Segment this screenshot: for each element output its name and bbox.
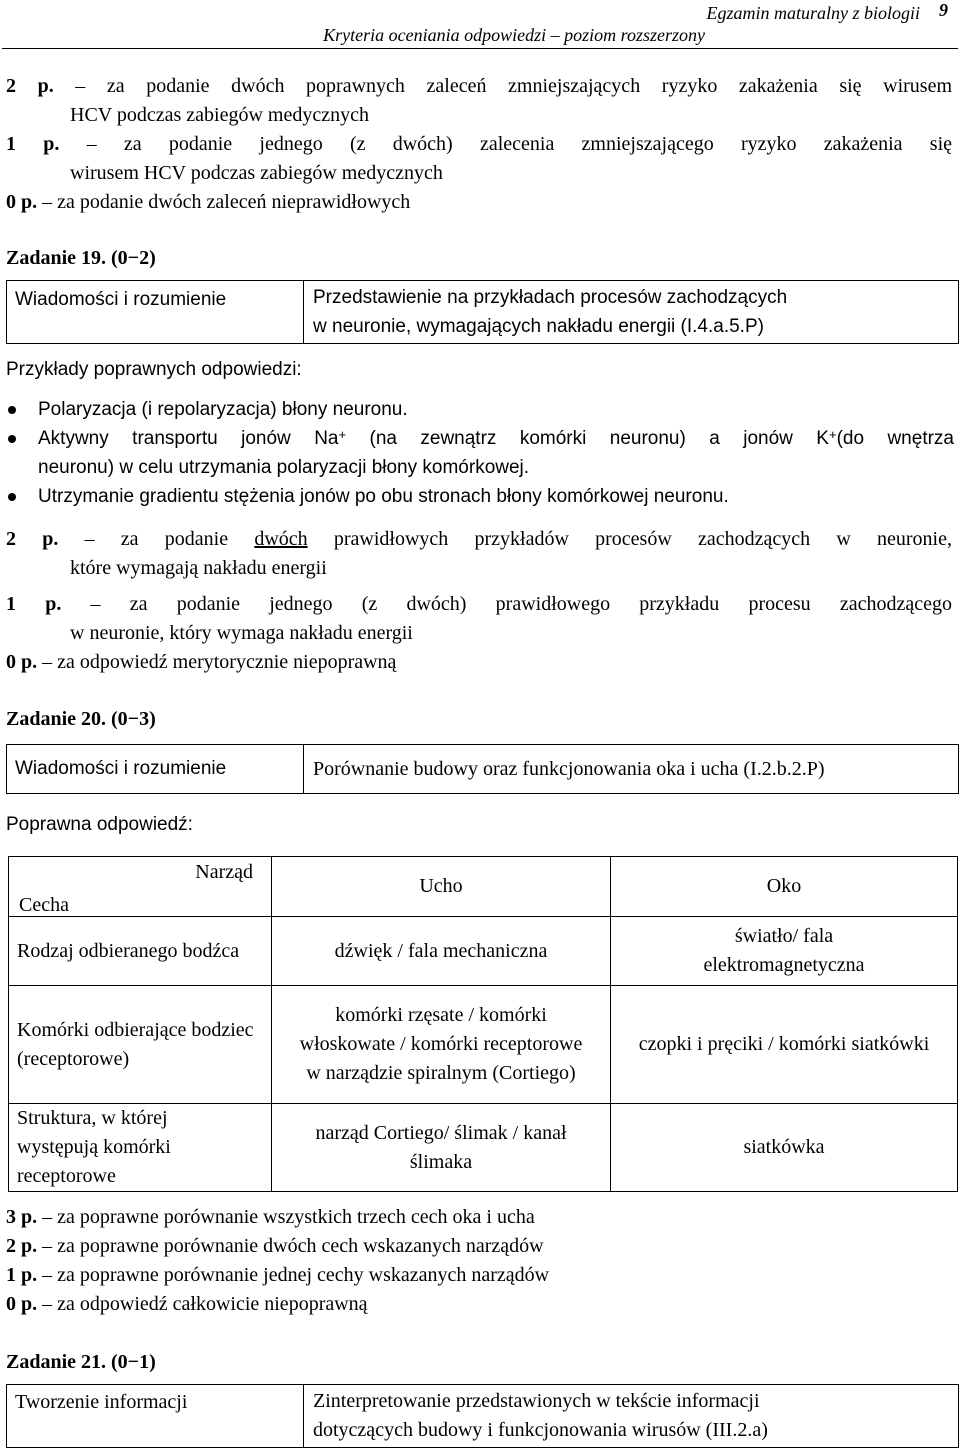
score-line — [6, 188, 410, 217]
example-item: Utrzymanie gradientu stężenia jonów po obu stronach błony komórkowej neuronu. — [38, 486, 729, 507]
score-line — [6, 72, 952, 101]
task-21-title: Zadanie 21. (0−1) — [6, 1351, 156, 1373]
score-label: 1 p. — [6, 133, 60, 155]
task-20-category: Wiadomości i rozumienie — [15, 758, 227, 779]
score-label: 1 p. — [6, 1264, 38, 1286]
eye-cell: światło/ fala elektromagnetyczna — [611, 917, 958, 986]
eye-cell: siatkówka — [611, 1104, 958, 1192]
comparison-table — [8, 856, 958, 1192]
score-continuation: wirusem HCV podczas zabiegów medycznych — [70, 162, 443, 184]
ear-cell: dźwięk / fala mechaniczna — [272, 917, 611, 986]
table-row — [9, 986, 958, 1104]
example-item — [38, 424, 954, 453]
task-21-requirement-box — [6, 1384, 959, 1448]
task-20-requirement-box — [6, 744, 959, 794]
bullet-icon — [8, 435, 16, 443]
score-line — [6, 525, 952, 554]
task-19-title: Zadanie 19. (0−2) — [6, 247, 156, 269]
requirement-line: Przedstawienie na przykładach procesów zachodzących — [313, 287, 788, 308]
feature-cell: Struktura, w której występują komórki receptorowe — [9, 1104, 272, 1192]
example-continuation: neuronu) w celu utrzymania polaryzacji błony komórkowej. — [38, 457, 530, 478]
task-19-category: Wiadomości i rozumienie — [15, 289, 227, 310]
score-text: – za podanie jednego (z dwóch) prawidłowego przykładu procesu zachodzącego — [61, 593, 952, 615]
score-continuation: które wymagają nakładu energii — [70, 557, 327, 579]
score-label: 1 p. — [6, 593, 62, 615]
requirement-line: dotyczących budowy i funkcjonowania wirusów (III.2.a) — [313, 1419, 768, 1441]
score-text: – za poprawne porównanie dwóch cech wskazanych narządów — [37, 1235, 544, 1257]
score-text: – za podanie dwóch zaleceń nieprawidłowych — [37, 191, 411, 213]
score-continuation: w neuronie, który wymaga nakładu energii — [70, 622, 413, 644]
divider — [303, 1385, 304, 1447]
score-label: 2 p. — [6, 75, 54, 97]
bullet-icon — [8, 406, 16, 414]
score-emphasis: dwóch — [254, 528, 308, 550]
examples-label: Przykłady poprawnych odpowiedzi: — [6, 359, 302, 380]
feature-cell: Komórki odbierające bodziec (receptorowe) — [9, 986, 272, 1104]
requirement-line: Zinterpretowanie przedstawionych w tekście informacji — [313, 1390, 760, 1412]
requirement-line: w neuronie, wymagających nakładu energii (I.4.a.5.P) — [313, 316, 764, 337]
task-20-title: Zadanie 20. (0−3) — [6, 708, 156, 730]
example-text: Aktywny transportu jonów Na — [38, 428, 339, 449]
score-text: – za podanie jednego (z dwóch) zalecenia zmniejszającego ryzyko zakażenia się — [59, 133, 952, 155]
ear-cell: komórki rzęsate / komórki włoskowate / komórki receptorowe w narządzie spiralnym (Cortiego) — [272, 986, 611, 1104]
score-text: – za poprawne porównanie jednej cechy wskazanych narządów — [37, 1264, 550, 1286]
example-text: (do wnętrza — [836, 428, 954, 449]
column-header-eye: Oko — [611, 857, 958, 917]
header-rule — [2, 48, 958, 49]
running-header — [323, 2, 920, 46]
corner-feature-label: Cecha — [19, 894, 69, 916]
score-text: – za podanie — [58, 528, 255, 550]
bullet-icon — [8, 493, 16, 501]
score-line — [6, 1261, 549, 1290]
score-line — [6, 648, 396, 677]
header-criteria-title: Kryteria oceniania odpowiedzi – poziom rozszerzony — [323, 25, 705, 45]
example-text: (na zewnątrz komórki neuronu) a jonów K — [346, 428, 829, 449]
score-text: prawidłowych przykładów procesów zachodzących w neuronie, — [307, 528, 952, 550]
task-21-requirement — [305, 1385, 958, 1447]
task-21-category: Tworzenie informacji — [15, 1391, 188, 1413]
divider — [303, 745, 304, 793]
score-label: 0 p. — [6, 651, 38, 673]
score-line — [6, 1203, 535, 1232]
corner-cell — [9, 857, 272, 917]
task-19-requirement — [305, 281, 958, 343]
score-continuation: HCV podczas zabiegów medycznych — [70, 104, 369, 126]
table-row — [9, 917, 958, 986]
column-header-ear: Ucho — [272, 857, 611, 917]
table-header-row — [9, 857, 958, 917]
score-line — [6, 130, 952, 159]
example-item: Polaryzacja (i repolaryzacja) błony neuronu. — [38, 399, 408, 420]
score-label: 0 p. — [6, 191, 38, 213]
score-line — [6, 1232, 544, 1261]
score-text: – za odpowiedź merytorycznie niepoprawną — [37, 651, 397, 673]
superscript: + — [828, 427, 837, 442]
score-text: – za odpowiedź całkowicie niepoprawną — [37, 1293, 368, 1315]
ear-cell: narząd Cortiego/ ślimak / kanał ślimaka — [272, 1104, 611, 1192]
score-label: 2 p. — [6, 528, 59, 550]
score-label: 3 p. — [6, 1206, 38, 1228]
task-19-requirement-box — [6, 280, 959, 344]
table-row — [9, 1104, 958, 1192]
header-exam-title: Egzamin maturalny z biologii — [706, 3, 920, 23]
corner-organ-label: Narząd — [195, 861, 253, 883]
eye-cell: czopki i pręciki / komórki siatkówki — [611, 986, 958, 1104]
score-text: – za poprawne porównanie wszystkich trzech cech oka i ucha — [37, 1206, 535, 1228]
score-line — [6, 1290, 368, 1319]
page-number: 9 — [939, 0, 948, 20]
score-label: 0 p. — [6, 1293, 38, 1315]
divider — [303, 281, 304, 343]
score-label: 2 p. — [6, 1235, 38, 1257]
feature-cell: Rodzaj odbieranego bodźca — [9, 917, 272, 986]
task-20-requirement: Porównanie budowy oraz funkcjonowania oka i ucha (I.2.b.2.P) — [313, 758, 825, 780]
score-text: – za podanie dwóch poprawnych zaleceń zmniejszających ryzyko zakażenia się wirusem — [53, 75, 953, 97]
score-line — [6, 590, 952, 619]
answer-label: Poprawna odpowiedź: — [6, 814, 193, 835]
superscript: + — [338, 427, 347, 442]
